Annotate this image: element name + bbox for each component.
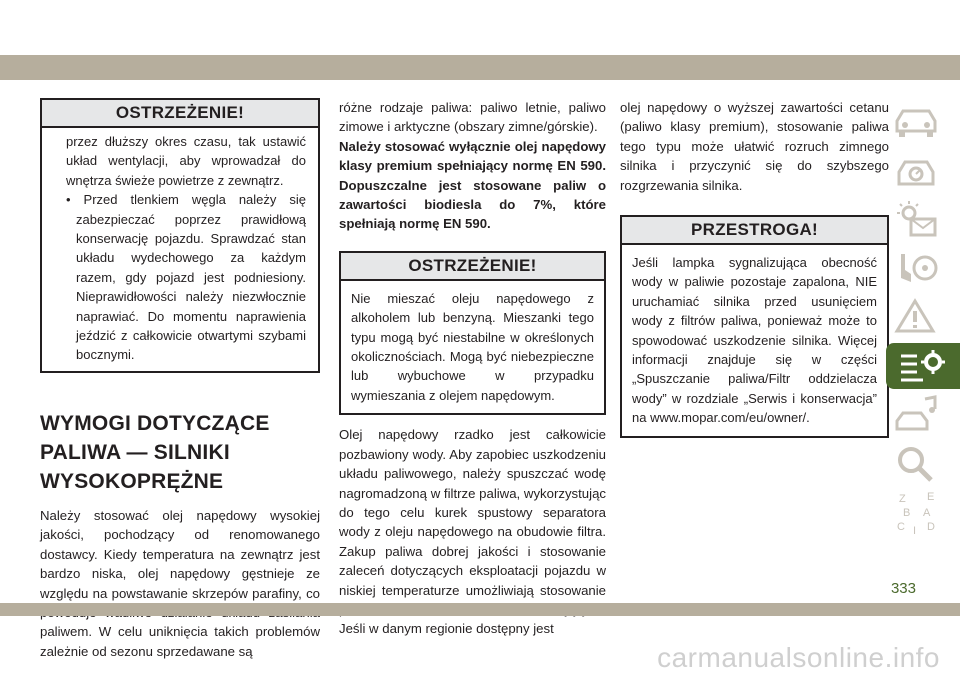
section-heading: WYMOGI DOTYCZĄCE PALIWA — SILNIKI WYSOKOPRĘŻNE	[40, 411, 270, 493]
warning-box-1	[40, 98, 320, 373]
index-letter-e: E	[927, 491, 935, 503]
caution-box	[620, 215, 889, 438]
col2-intro-text: różne rodzaje paliwa: paliwo letnie, paliwo zimowe i arktyczne (obszary zimne/górskie).	[339, 100, 606, 135]
lights-envelope-icon[interactable]	[886, 196, 946, 242]
caution-text: Jeśli lampka sygnalizująca obecność wody w paliwie pozostaje zapalona, NIE uruchamiać silnika przed usunięciem wody z filtrów paliwa, ponieważ może to spowodować uszkodzenie silnika. Więcej informacji znajduje się w części „Spuszczanie paliwa/Filtr oddzielacza wody” w rozdziale „Serwis i konserwacja” na www.mopar.com/eu/owner/.	[632, 255, 877, 426]
magnifier-icon[interactable]	[886, 441, 946, 487]
column-2	[339, 98, 606, 639]
warning-list	[54, 190, 306, 365]
index-letter-b: B	[903, 507, 911, 519]
warning-title-2: OSTRZEŻENIE!	[341, 253, 604, 281]
car-music-icon[interactable]	[886, 392, 946, 438]
col3-body-text: olej napędowy o wyższej zawartości cetanu (paliwo klasy premium), stosowanie paliwa tego typu może ułatwić rozruch zimnego silnika i przyczynić się do szybszego rozgrzewania silnika.	[620, 100, 889, 193]
column-1	[40, 98, 320, 661]
chapter-sidebar	[886, 98, 946, 539]
seat-steering-icon[interactable]	[886, 245, 946, 291]
header-band	[0, 55, 960, 80]
index-letter-i: I	[913, 525, 917, 536]
caution-title: PRZESTROGA!	[622, 217, 887, 245]
warning-bullet: • Przed tlenkiem węgla należy się zabezpieczać poprzez prawidłową konserwację pojazdu. Sprawdzać stan układu wydechowego za każdym razem, gdy pojazd jest podniesiony. Nieprawidłowości należy niezwłocznie naprawiać. Do momentu naprawienia jeździć z całkowicie otwartymi szybami bocznymi.	[66, 192, 306, 363]
warning-title-1: OSTRZEŻENIE!	[42, 100, 318, 128]
col2-bold-note: Należy stosować wyłącznie olej napędowy klasy premium spełniający normę EN 590. Dopuszczalne jest stosowane paliw o zawartości biodiesla do 7%, które spełniają normę EN 590.	[339, 138, 606, 232]
col1-body-text: Należy stosować olej napędowy wysokiej jakości, pochodzący od renomowanego dostawcy. Kiedy temperatura na zewnątrz jest bardzo niska, olej napędowy gęstnieje ze względu na powstawanie skrzepów parafiny, co paliwem. W celu uniknięcia takich problemów zależnie od sezonu sprzedawane są	[40, 507, 320, 659]
warning-continuation: przez dłuższy okres czasu, tak ustawić układ wentylacji, aby wprowadzał do wnętrza świeże powietrze z zewnątrz.	[66, 134, 306, 188]
alphabet-index-icon[interactable]	[886, 490, 946, 536]
car-dashboard-icon[interactable]	[886, 147, 946, 193]
watermark-text: carmanualsonline.info	[657, 642, 940, 673]
warning-body-2	[341, 281, 604, 413]
service-gear-icon[interactable]	[886, 343, 960, 389]
footer-band	[0, 603, 960, 616]
index-letter-z: Z	[899, 493, 906, 505]
warning-text-2: Nie mieszać oleju napędowego z alkoholem lub benzyną. Mieszanki tego typu mogą być niestabilne w określonych okolicznościach. Mogą być niebezpieczne lub wybuchowe w przypadku wymieszania z olejem napędowym.	[351, 290, 594, 403]
page-number: 333	[890, 580, 916, 597]
caution-body	[622, 245, 887, 436]
index-letter-a: A	[923, 507, 931, 519]
col2-body-text: Olej napędowy rzadko jest całkowicie pozbawiony wody. Aby zapobiec uszkodzeniu układu paliwowego, należy spuszczać wodę nagromadzoną w filtrze paliwa, wykorzystując do tego celu kurek spustowy separatora wody z oleju napędowego na obudowie filtra. Zakup paliwa dobrej jakości i stosowanie zaleceń dotyczących eksploatacji pojazdu w niskiej temperaturze umożliwiają stosowanie Jeśli w danym regionie dostępny jest	[339, 427, 606, 637]
warning-box-2	[339, 251, 606, 415]
index-letter-c: C	[897, 521, 905, 533]
top-margin	[0, 0, 960, 54]
warning-body-1	[42, 128, 318, 371]
column-3	[620, 98, 889, 438]
warning-car-icon[interactable]	[886, 294, 946, 340]
car-front-icon[interactable]	[886, 98, 946, 144]
index-letter-d: D	[927, 521, 935, 533]
